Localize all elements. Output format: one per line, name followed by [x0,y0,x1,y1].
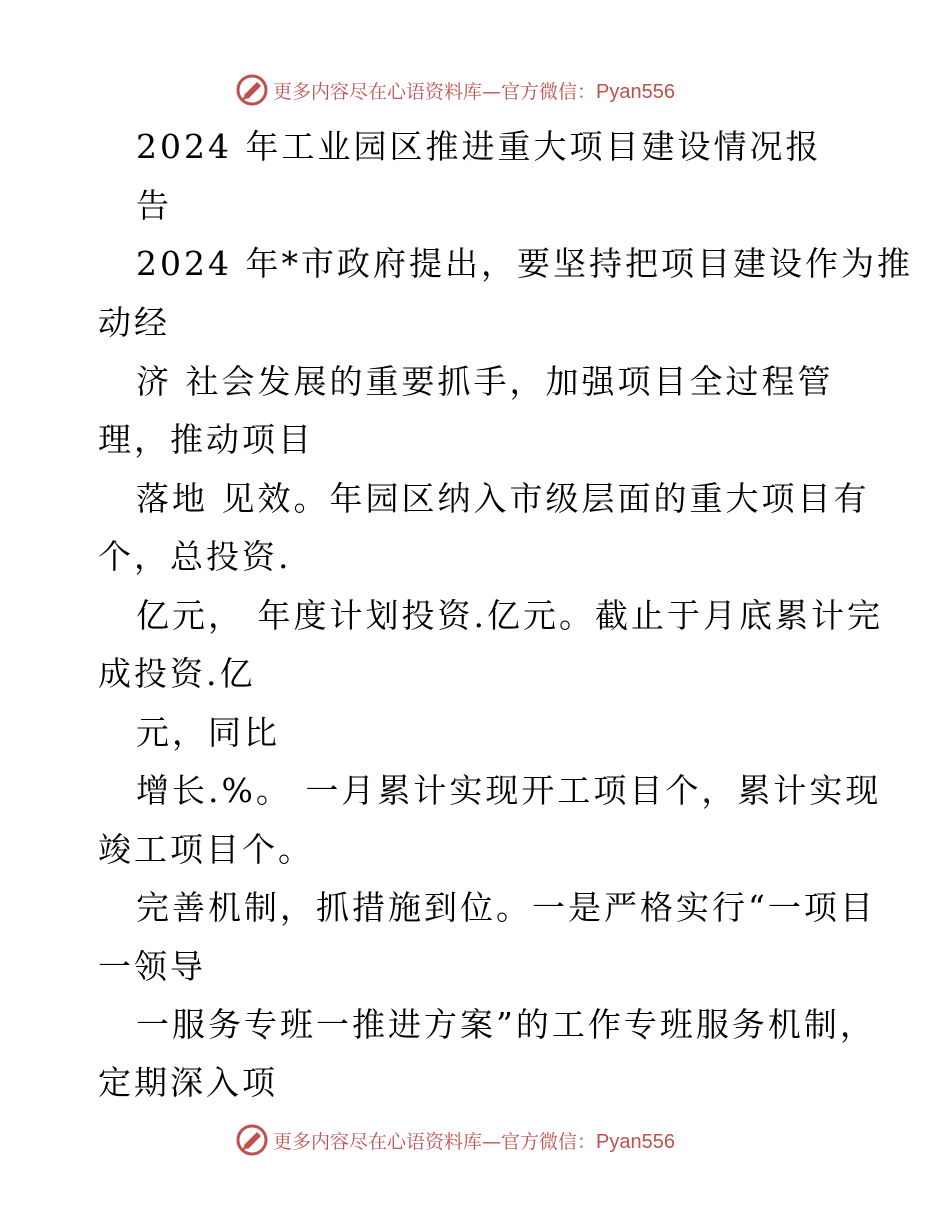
paragraph-line: 落地 见效。年园区纳入市级层面的重大项目有 [136,479,870,518]
paragraph-line: 动经 [98,303,170,342]
paragraph-line: 亿元， 年度计划投资.亿元。截止于月底累计完 [136,596,883,635]
paragraph-line: 2024 年*市政府提出，要坚持把项目建设作为推 [136,244,913,283]
document-title-line-1: 2024 年工业园区推进重大项目建设情况报 [136,127,822,166]
paragraph-line: 完善机制，抓措施到位。一是严格实行“一项目 [136,888,876,927]
header-banner [0,70,950,110]
paragraph-line: 济 社会发展的重要抓手，加强项目全过程管 [136,362,834,401]
header-banner-cn: 更多内容尽在心语资料库—官方微信： [273,80,597,103]
logo-icon [235,73,269,107]
paragraph-line: 竣工项目个。 [98,830,314,869]
paragraph-line: 理，推动项目 [98,420,314,459]
paragraph-line: 一领导 [98,947,206,986]
paragraph-line: 个，总投资. [98,537,292,576]
paragraph-line: 成投资.亿 [98,654,256,693]
logo-icon [235,1123,269,1157]
paragraph-line: 定期深入项 [98,1063,278,1102]
paragraph-line: 增长.%。 一月累计实现开工项目个，累计实现 [136,771,882,810]
footer-banner-content [235,1120,675,1160]
footer-banner-cn: 更多内容尽在心语资料库—官方微信： [273,1130,597,1153]
footer-banner [0,1120,950,1160]
footer-banner-id: Pyan556 [596,1130,675,1153]
paragraph-line: 元，同比 [136,713,280,752]
document-title-line-2: 告 [136,186,172,225]
header-banner-content [235,70,675,110]
footer-banner-text [273,1127,675,1154]
header-banner-id: Pyan556 [596,80,675,103]
paragraph-line: 一服务专班一推进方案”的工作专班服务机制， [136,1005,876,1044]
header-banner-text [273,77,675,104]
